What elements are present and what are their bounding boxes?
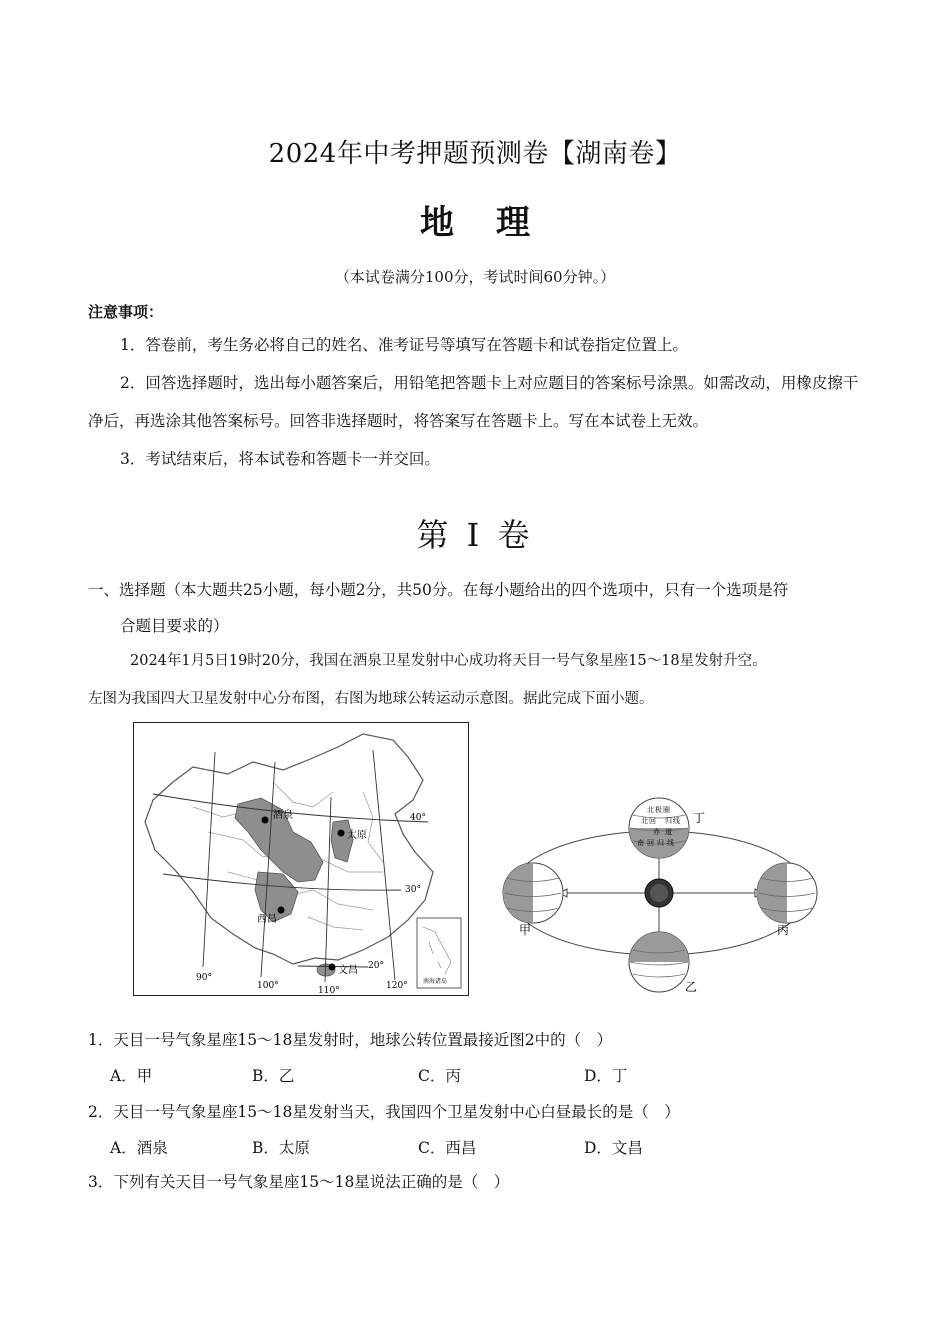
option-b: B．乙	[252, 1067, 295, 1085]
earth-revolution-diagram	[497, 790, 832, 995]
jiuquan-marker	[262, 817, 269, 824]
svg-text:线: 线	[673, 817, 680, 825]
svg-text:归: 归	[665, 817, 672, 825]
section-heading	[88, 572, 863, 644]
earth-position-bing	[757, 863, 817, 937]
position-yi-label: 乙	[685, 980, 698, 994]
question-2-options	[110, 1136, 870, 1160]
subject-title: 地理	[420, 203, 572, 243]
earth-position-ding	[629, 798, 705, 858]
notice-item: 2．回答选择题时，选出每小题答案后，用铅笔把答题卡上对应题目的答案标号涂黑。如需改动，用橡皮擦干净后，再选涂其他答案标号。回答非选择题时，将答案写在答题卡上。写在本试卷上无效。	[88, 374, 859, 430]
svg-text:南: 南	[637, 839, 644, 847]
exam-title: 2024年中考押题预测卷【湖南卷】	[268, 139, 682, 169]
position-bing-label: 丙	[777, 923, 790, 937]
earth-position-jia	[503, 863, 563, 937]
earth-position-yi	[629, 932, 697, 994]
position-jia-label: 甲	[519, 923, 532, 937]
lat-20-label: 20°	[368, 961, 384, 971]
question-2: 2．天目一号气象星座15～18星发射当天，我国四个卫星发射中心白昼最长的是（ ）	[88, 1103, 680, 1121]
option-c: C．西昌	[418, 1139, 477, 1157]
option-a: A．甲	[110, 1067, 153, 1085]
lat-40-label: 40°	[410, 813, 426, 823]
svg-text:圈: 圈	[663, 806, 670, 814]
option-b: B．太原	[252, 1139, 310, 1157]
section-heading-line2: 合题目要求的）	[120, 617, 229, 635]
launch-center-map	[133, 722, 469, 996]
svg-text:赤: 赤	[653, 828, 660, 836]
lat-30-label: 30°	[405, 885, 421, 895]
intro-line2: 左图为我国四大卫星发射中心分布图，右图为地球公转运动示意图。据此完成下面小题。	[88, 691, 654, 707]
svg-text:回: 回	[649, 817, 656, 825]
lon-120-label: 120°	[386, 981, 408, 991]
question-1: 1．天目一号气象星座15～18星发射时，地球公转位置最接近图2中的（ ）	[88, 1031, 613, 1049]
lon-110-label: 110°	[318, 986, 340, 996]
lon-100-label: 100°	[257, 981, 279, 991]
notice-list	[88, 326, 863, 478]
exam-info: （本试卷满分100分，考试时间60分钟。）	[334, 268, 616, 286]
question-1-options	[110, 1064, 870, 1088]
xichang-marker	[278, 907, 285, 914]
svg-text:极: 极	[655, 806, 662, 814]
notice-heading: 注意事项：	[88, 303, 164, 321]
part-heading: 第 I 卷	[416, 516, 534, 554]
inset-label: 南海诸岛	[423, 978, 448, 985]
wenchang-label: 文昌	[338, 965, 358, 976]
option-c: C．丙	[418, 1067, 461, 1085]
xichang-label: 西昌	[257, 914, 277, 925]
svg-text:道: 道	[665, 828, 672, 836]
intro-paragraph	[88, 642, 863, 718]
section-heading-line1: 一、选择题（本大题共25小题，每小题2分，共50分。在每小题给出的四个选项中，只有一个选项是符	[88, 581, 789, 599]
taiyuan-marker	[338, 830, 345, 837]
option-d: D．文昌	[584, 1139, 643, 1157]
notice-item: 3．考试结束后，将本试卷和答题卡一并交回。	[120, 450, 440, 468]
svg-text:归: 归	[657, 839, 664, 847]
notice-item: 1．答卷前，考生务必将自己的姓名、准考证号等填写在答题卡和试卷指定位置上。	[120, 336, 688, 354]
wenchang-marker	[329, 964, 336, 971]
taiyuan-label: 太原	[347, 830, 367, 841]
svg-text:回: 回	[647, 839, 654, 847]
position-ding-label: 丁	[693, 811, 706, 825]
intro-line1: 2024年1月5日19时20分，我国在酒泉卫星发射中心成功将天目一号气象星座15～18星发射升空。	[130, 653, 767, 669]
svg-text:线: 线	[667, 839, 674, 847]
svg-text:北: 北	[641, 817, 648, 825]
option-a: A．酒泉	[110, 1139, 168, 1157]
jiuquan-label: 酒泉	[273, 810, 293, 821]
question-3: 3．下列有关天目一号气象星座15～18星说法正确的是（ ）	[88, 1173, 510, 1191]
lon-90-label: 90°	[196, 973, 212, 983]
option-d: D．丁	[584, 1067, 628, 1085]
svg-text:北: 北	[647, 806, 654, 814]
